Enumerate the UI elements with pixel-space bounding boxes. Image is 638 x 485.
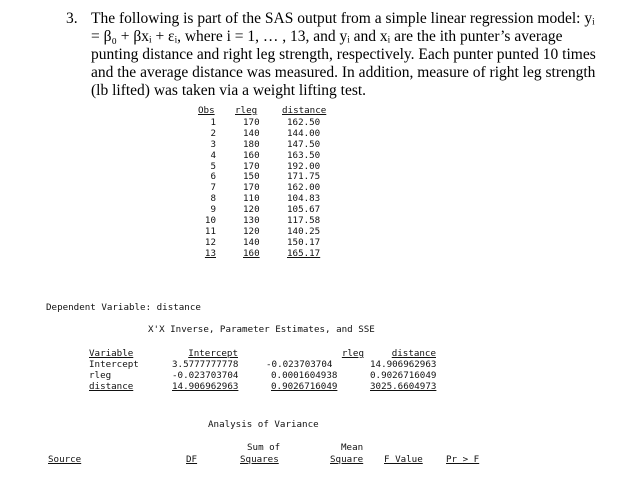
rleg-cell: 170 [243,117,260,128]
obs-cell: 1 [210,117,216,128]
header-rleg: rleg [235,105,258,116]
question-text [91,10,626,100]
obs-cell: 9 [210,204,216,216]
rleg-column [243,118,260,260]
distance-cell: 165.17 [287,247,321,259]
obs-cell: 7 [210,182,216,194]
distance-cell: 105.67 [287,204,321,216]
anova-header-df: DF [186,454,198,465]
xpx-cell: 0.9026716049 [370,370,437,381]
xpx-cell: 0.0001604938 [271,370,338,381]
xpx-header-distance: distance [391,348,436,359]
rleg-cell: 160 [243,247,260,259]
xpx-cell: -0.023703704 [172,370,239,381]
xpx-cell: 14.906962963 [172,381,239,392]
xpx-header-intercept: Intercept [188,348,238,359]
rleg-cell: 110 [243,193,260,205]
distance-cell: 150.17 [287,236,321,248]
obs-cell: 11 [204,225,216,237]
obs-cell: 3 [210,138,216,150]
obs-cell: 5 [210,160,216,172]
rleg-cell: 170 [243,182,260,194]
xpx-cell: 3.5777777778 [172,359,239,370]
distance-cell: 163.50 [287,149,321,161]
rleg-cell: 160 [243,149,260,161]
xpx-cell: 3025.6604973 [370,381,437,392]
anova-header-source: Source [48,454,82,465]
xpx-cell: 0.9026716049 [271,381,338,392]
distance-cell: 162.00 [287,182,321,194]
distance-cell: 140.25 [287,225,321,237]
obs-cell: 13 [204,247,216,259]
distance-cell: 192.00 [287,160,321,172]
xpx-header-rleg: rleg [341,348,364,359]
obs-cell: 10 [204,215,216,227]
obs-cell: 2 [210,127,216,139]
question-line: (lb lifted) was taken via a weight lifting test. [91,82,367,99]
distance-cell: 147.50 [287,138,321,150]
obs-column [196,118,216,260]
question-number: 3. [66,10,78,27]
distance-cell: 104.83 [287,193,321,205]
question-line: punting distance and right leg strength, respectively. Each punter punted 10 times [91,46,596,63]
xpx-cell: 14.906962963 [370,359,437,370]
distance-cell: 144.00 [287,127,321,139]
distance-cell: 162.50 [287,117,321,128]
question-line: The following is part of the SAS output from a simple linear regression model: yᵢ [91,10,595,27]
header-obs: Obs [198,105,215,116]
rleg-cell: 120 [243,204,260,216]
distance-column [287,118,320,260]
distance-cell: 117.58 [287,215,321,227]
xpx-variable: Intercept [89,359,139,370]
distance-cell: 171.75 [287,171,321,183]
question-line: and the average distance was measured. In addition, measure of right leg strength [91,64,596,81]
rleg-cell: 170 [243,160,260,172]
obs-cell: 4 [210,149,216,161]
dependent-variable: Dependent Variable: distance [46,302,201,313]
rleg-cell: 120 [243,225,260,237]
rleg-cell: 140 [243,236,260,248]
anova-header-mean: Mean [341,442,364,453]
anova-header-f-value: F Value [384,454,423,465]
obs-cell: 6 [210,171,216,183]
rleg-cell: 140 [243,127,260,139]
anova-header-squares: Squares [240,454,279,465]
xpx-variable: rleg [89,370,112,381]
anova-title: Analysis of Variance [208,419,319,430]
obs-cell: 8 [210,193,216,205]
rleg-cell: 130 [243,215,260,227]
xpx-header-variable: Variable [89,348,134,359]
anova-header-pr-f: Pr > F [446,454,480,465]
anova-header-square: Square [330,454,364,465]
xpx-cell: -0.023703704 [266,359,333,370]
anova-header-sum-of: Sum of [247,442,281,453]
header-distance: distance [282,105,327,116]
rleg-cell: 180 [243,138,260,150]
xpx-title: X'X Inverse, Parameter Estimates, and SSE [148,324,375,335]
question-line: = β₀ + βxᵢ + εᵢ, where i = 1, … , 13, and yᵢ and xᵢ are the ith punter’s average [91,28,563,45]
rleg-cell: 150 [243,171,260,183]
obs-cell: 12 [204,236,216,248]
xpx-variable: distance [89,381,134,392]
